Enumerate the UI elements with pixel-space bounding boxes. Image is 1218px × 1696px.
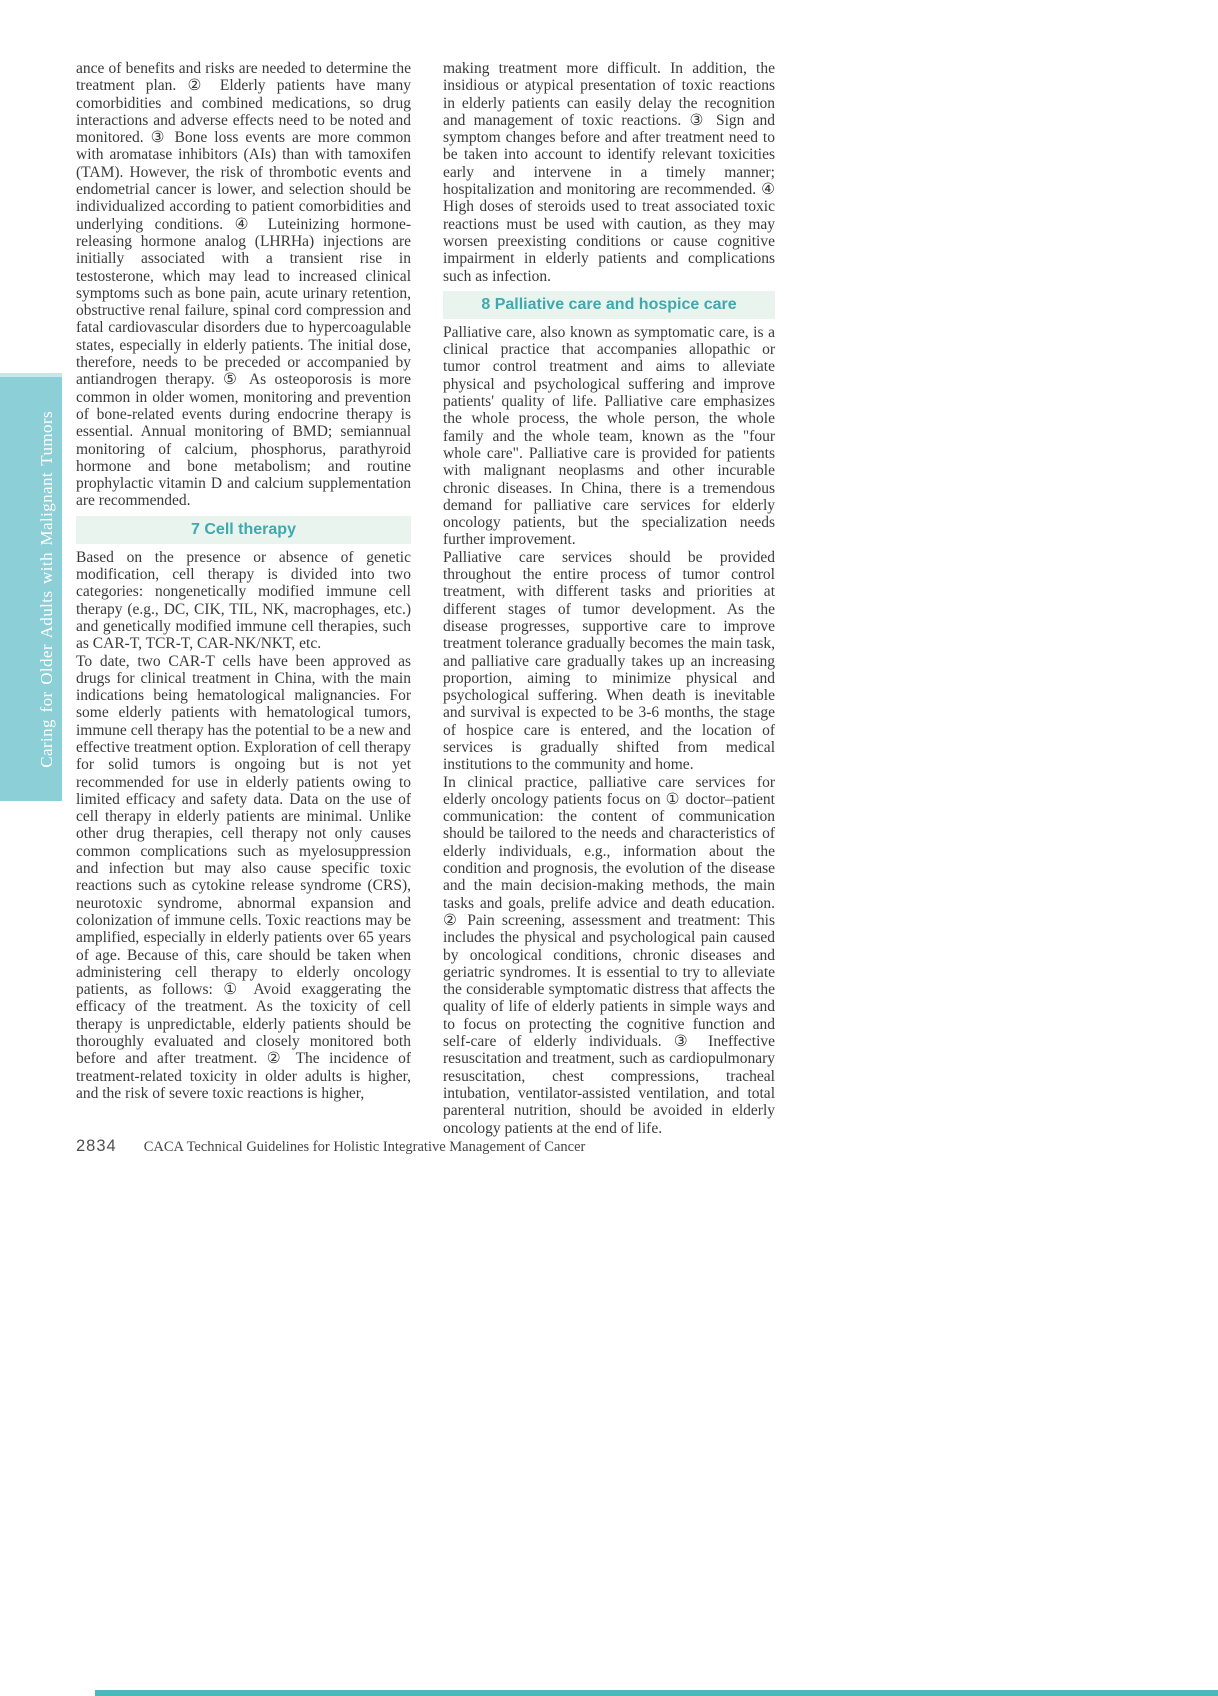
paragraph-endocrine-continued: ance of benefits and risks are needed to determine the treatment plan. ② Elderly patients have many comorbidities and combined medications, so drug interactions and adverse effects need to be noted and monitored. ③ Bone loss events are more common with aromatase inhibitors (AIs) than with tamoxifen (TAM). However, the risk of thrombotic events and endometrial cancer is lower, and selection should be individualized according to patient comorbidities and underlying conditions. ④ Luteinizing hormone-releasing hormone analog (LHRHa) injections are initially associated with a transient rise in testosterone, which may lead to increased clinical symptoms such as bone pain, acute urinary retention, obstructive renal failure, spinal cord compression and fatal cardiovascular disorders due to hypercoagulable states, especially in elderly patients. The initial dose, therefore, needs to be preceded or accompanied by antiandrogen therapy. ⑤ As osteoporosis is more common in older women, monitoring and prevention of bone-related events during endocrine therapy is essential. Annual monitoring of BMD; semiannual monitoring of calcium, phosphorus, parathyroid hormone and bone metabolism; and routine prophylactic vitamin D and calcium supplementation are recommended.: [76, 60, 411, 510]
right-column: [443, 60, 775, 1137]
paragraph-palliative-intro: Palliative care, also known as symptomatic care, is a clinical practice that accompanies allopathic or tumor control treatment and aims to alleviate physical and psychological suffering and improve patients' quality of life. Palliative care emphasizes the whole process, the whole person, the whole family and the whole team, known as the "four whole care". Palliative care is provided for patients with malignant neoplasms and other incurable chronic diseases. In China, there is a tremendous demand for palliative care services for elderly oncology patients, but the specialization needs further improvement.: [443, 323, 775, 549]
paragraph-cell-definition: Based on the presence or absence of genetic modification, cell therapy is divided into two categories: nongenetically modified immune cell therapy (e.g., DC, CIK, TIL, NK, macrophages, etc.) and genetically modified immune cell therapies, such as CAR-T, TCR-T, CAR-NK/NKT, etc.: [76, 548, 411, 653]
paragraph-cell-details: To date, two CAR-T cells have been approved as drugs for clinical treatment in China, with the main indications being hematological malignancies. For some elderly patients with hematological tumors, immune cell therapy has the potential to be a new and effective treatment option. Exploration of cell therapy for solid tumors is ongoing but is not yet recommended for use in elderly patients owing to limited efficacy and safety data. Data on the use of cell therapy in elderly patients are minimal. Unlike other drug therapies, cell therapy not only causes common complications such as myelosuppression and infection but may also cause specific toxic reactions such as cytokine release syndrome (CRS), neurotoxic syndrome, abnormal expansion and colonization of immune cells. Toxic reactions may be amplified, especially in elderly patients over 65 years of age. Because of this, care should be taken when administering cell therapy to elderly oncology patients, as follows: ① Avoid exaggerating the efficacy of the treatment. As the toxicity of cell therapy is unpredictable, elderly patients should be thoroughly evaluated and closely monitored both before and after treatment. ② The incidence of treatment-related toxicity in older adults is higher, and the risk of severe toxic reactions is higher,: [76, 652, 411, 1102]
paragraph-palliative-process: Palliative care services should be provided throughout the entire process of tumor control treatment, with different tasks and priorities at different stages of tumor development. As the disease progresses, supportive care to improve treatment tolerance gradually becomes the main task, and palliative care gradually takes up an increasing proportion, aiming to minimize physical and psychological suffering. When death is inevitable and survival is expected to be 3-6 months, the stage of hospice care is entered, and the location of services is gradually shifted from medical institutions to the community and home.: [443, 548, 775, 774]
left-column: [76, 60, 411, 1102]
paragraph-cell-continued: making treatment more difficult. In addition, the insidious or atypical presentation of toxic reactions in elderly patients can easily delay the recognition and management of toxic reactions. ③ Sign and symptom changes before and after treatment need to be taken into account to identify relevant toxicities early and intervene in a timely manner; hospitalization and monitoring are recommended. ④ High doses of steroids used to treat associated toxic reactions must be used with caution, as they may worsen preexisting conditions or cause cognitive impairment in elderly patients and complications such as infection.: [443, 60, 775, 285]
section-heading-palliative-care: 8 Palliative care and hospice care: [443, 291, 775, 319]
running-title: CACA Technical Guidelines for Holistic Integrative Management of Cancer: [143, 1139, 586, 1155]
paragraph-palliative-practice: In clinical practice, palliative care services for elderly oncology patients focus on ① doctor–patient communication: the content of communication should be tailored to the needs and characteristics of elderly individuals, e.g., information about the condition and prognosis, the evolution of the disease and the main decision-making methods, the main tasks and goals, prelife advice and death education. ② Pain screening, assessment and treatment: This includes the physical and psychological pain caused by oncological conditions, chronic diseases and geriatric syndromes. It is essential to try to alleviate the considerable symptomatic distress that affects the quality of life of elderly patients in simple ways and to focus on protecting the cognitive function and self-care of elderly individuals. ③ Ineffective resuscitation and treatment, such as cardiopulmonary resuscitation, chest compressions, tracheal intubation, ventilator-assisted ventilation, and total parenteral nutrition, should be avoided in elderly oncology patients at the end of life.: [443, 773, 775, 1137]
page-number: 2834: [76, 1137, 117, 1155]
chapter-sidebar-band: [0, 373, 62, 801]
section-heading-cell-therapy: 7 Cell therapy: [76, 516, 411, 544]
page-footer: [76, 1137, 585, 1156]
footer-rule: [95, 1690, 1218, 1696]
chapter-sidebar-label: Caring for Older Adults with Malignant Tumors: [37, 410, 56, 768]
